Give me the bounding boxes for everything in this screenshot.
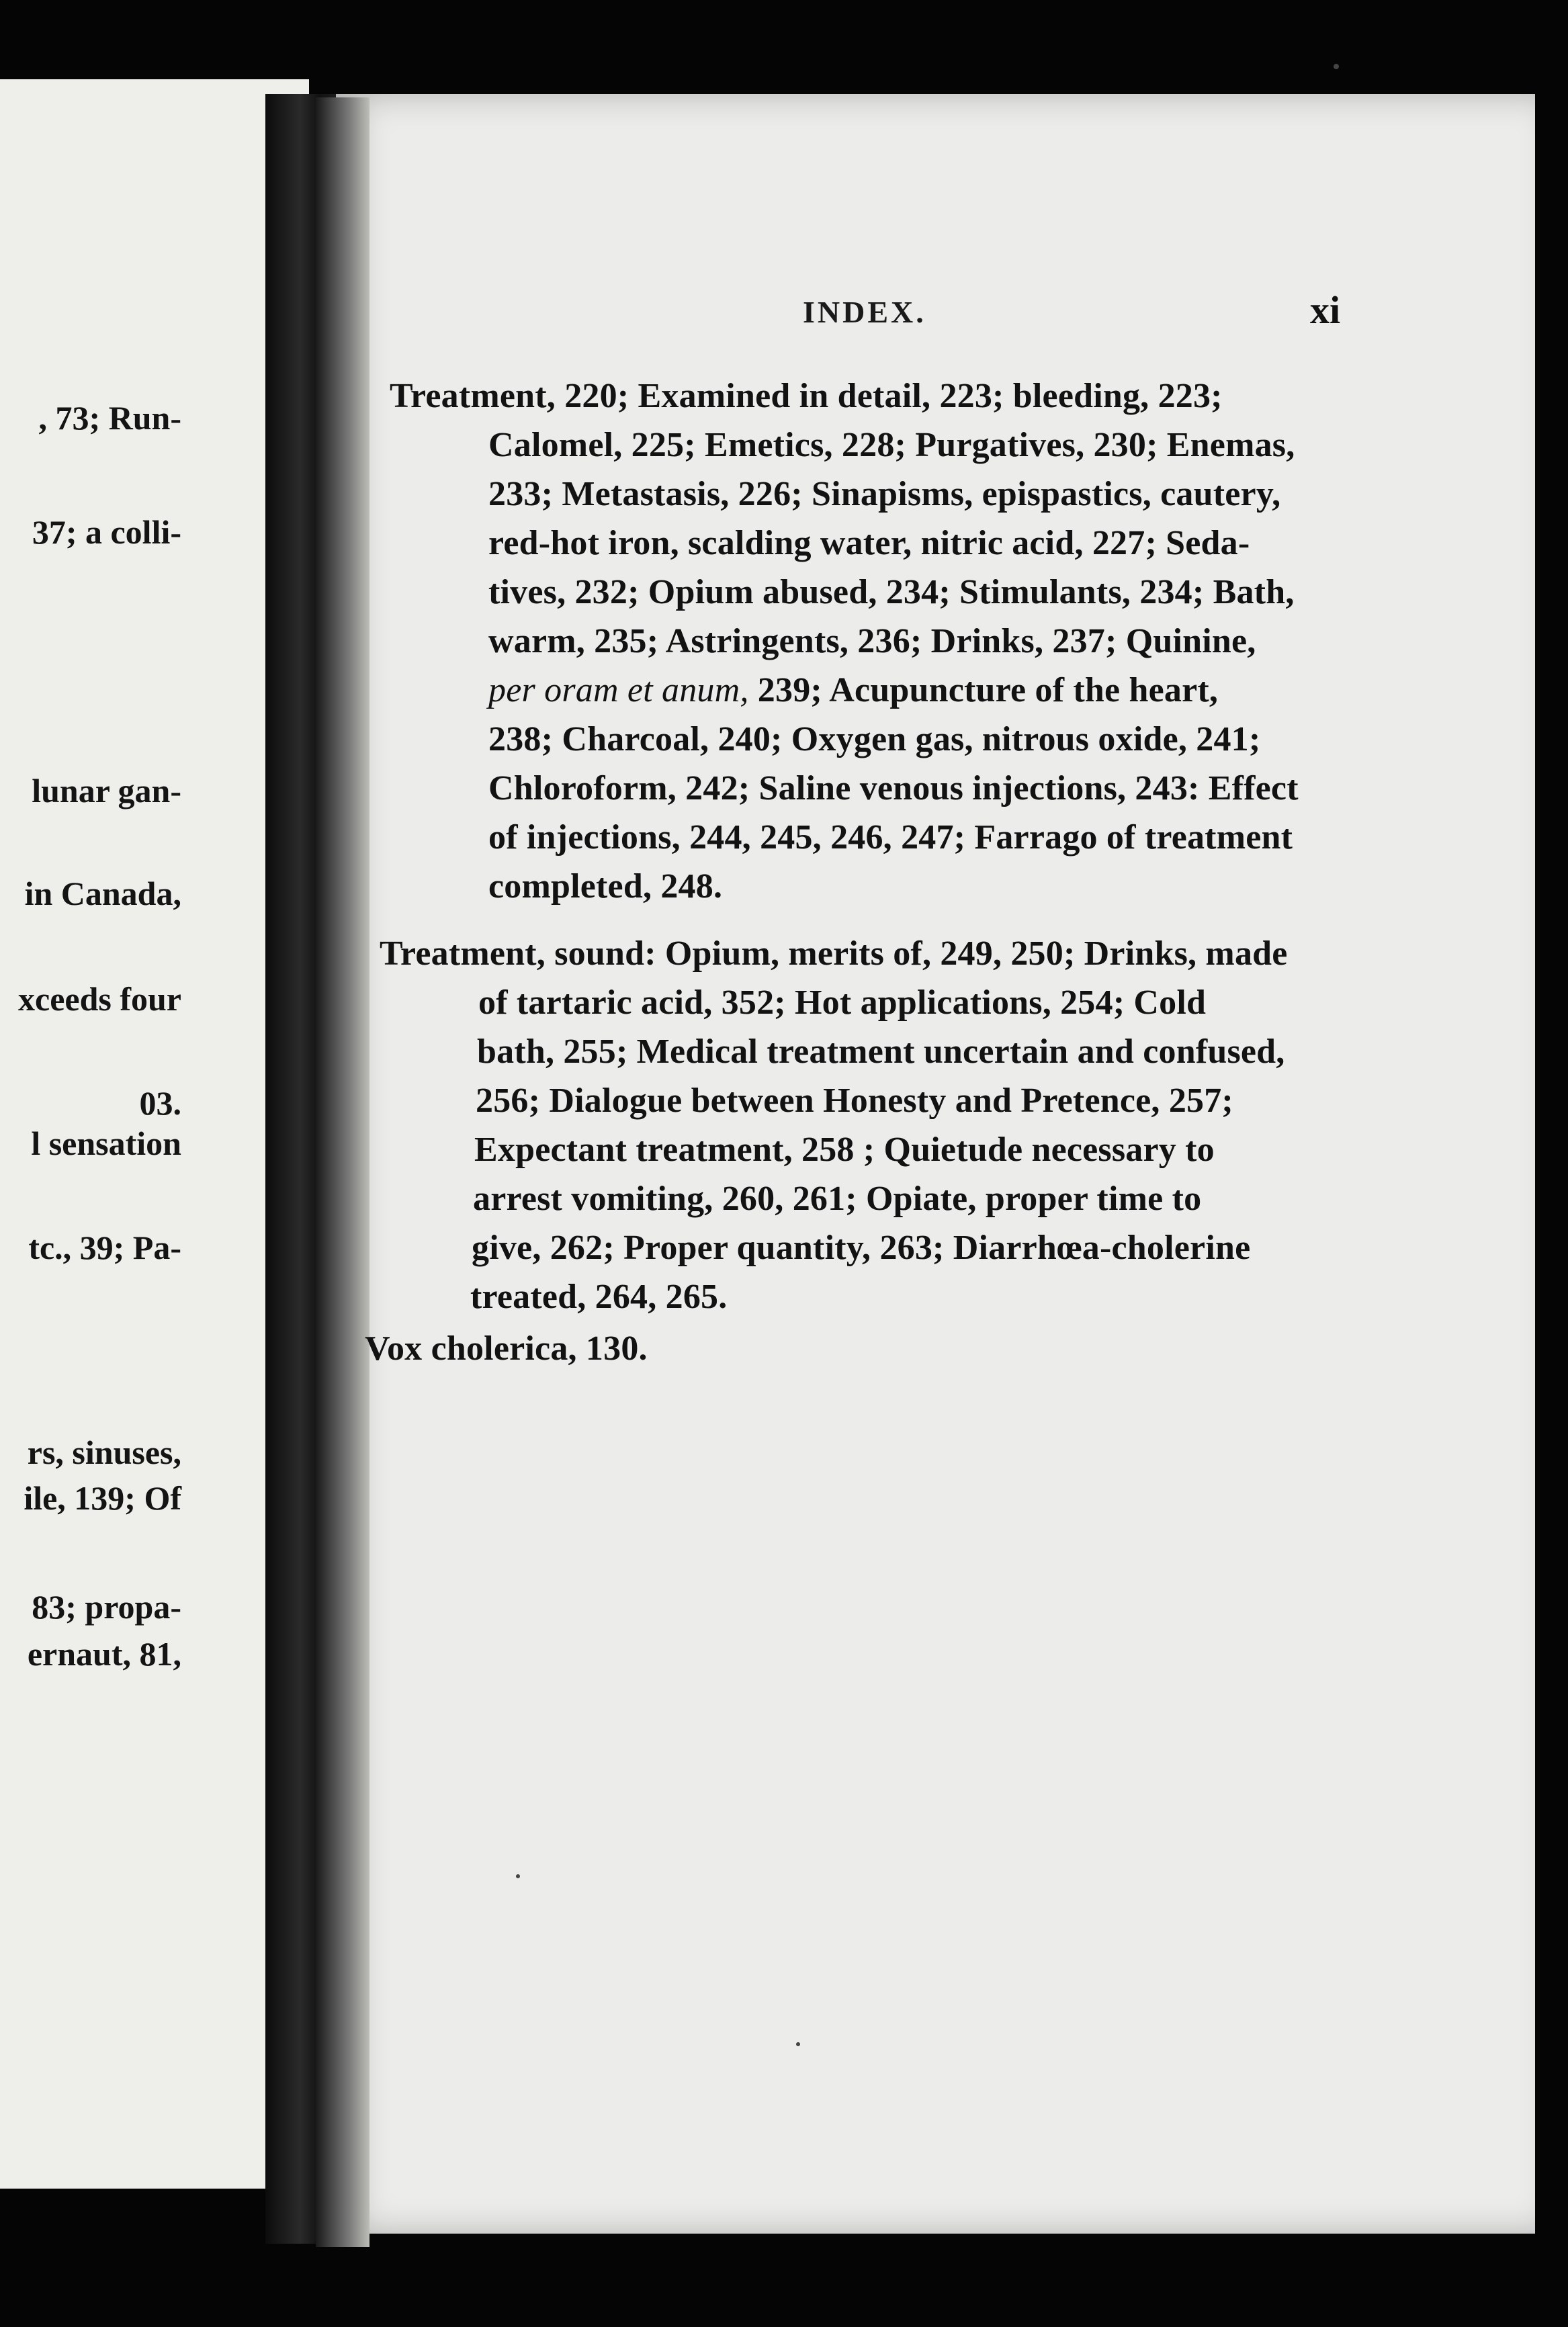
page-edge-shadow xyxy=(316,97,369,2247)
index-entry-line: Vox cholerica, 130. xyxy=(365,1329,648,1368)
index-entry-line: Calomel, 225; Emetics, 228; Purgatives, 230; Enemas, xyxy=(488,426,1295,464)
left-page-fragment: ile, 139; Of xyxy=(24,1479,181,1517)
left-page-fragment: , 73; Run- xyxy=(38,399,181,437)
index-entry-text: 239; Acupuncture of the heart, xyxy=(748,671,1219,709)
running-head: INDEX. xyxy=(803,295,926,329)
index-entry-line: of tartaric acid, 352; Hot applications, 254; Cold xyxy=(478,983,1207,1022)
index-entry-line: 238; Charcoal, 240; Oxygen gas, nitrous oxide, 241; xyxy=(488,720,1261,758)
left-page-fragment: 37; a colli- xyxy=(32,513,181,551)
index-entry-line: completed, 248. xyxy=(488,867,723,906)
scan-speck xyxy=(1334,64,1339,69)
index-entry-line: warm, 235; Astringents, 236; Drinks, 237; Quinine, xyxy=(488,622,1256,660)
index-entry-line: red-hot iron, scalding water, nitric acid, 227; Seda- xyxy=(488,524,1250,562)
scan-speck xyxy=(796,2042,800,2046)
index-entry-line: Treatment, 220; Examined in detail, 223; bleeding, 223; xyxy=(390,377,1223,415)
index-entry-line: 233; Metastasis, 226; Sinapisms, epispastics, cautery, xyxy=(488,475,1281,513)
index-entry-line: tives, 232; Opium abused, 234; Stimulants, 234; Bath, xyxy=(488,573,1295,611)
left-page-fragment: lunar gan- xyxy=(32,772,181,809)
index-entry-line: Treatment, sound: Opium, merits of, 249, 250; Drinks, made xyxy=(380,934,1288,973)
index-entry-line: give, 262; Proper quantity, 263; Diarrhœa-cholerine xyxy=(472,1229,1251,1267)
left-page-fragment: in Canada, xyxy=(24,875,181,912)
index-entry-line: 256; Dialogue between Honesty and Pretence, 257; xyxy=(476,1082,1233,1120)
index-entry-line: Expectant treatment, 258 ; Quietude necessary to xyxy=(474,1131,1215,1169)
index-entry-line: of injections, 244, 245, 246, 247; Farrago of treatment xyxy=(488,818,1293,857)
scan-speck xyxy=(516,1874,520,1878)
left-page-fragment: 03. xyxy=(139,1084,181,1122)
latin-phrase: per oram et anum, xyxy=(488,671,749,709)
left-page-fragment: l sensation xyxy=(31,1125,181,1162)
index-entry-line: arrest vomiting, 260, 261; Opiate, proper time to xyxy=(473,1180,1202,1218)
index-entry-line xyxy=(488,670,1218,710)
index-entry-line: Chloroform, 242; Saline venous injections, 243: Effect xyxy=(488,769,1299,807)
left-page-fragment: xceeds four xyxy=(18,980,181,1018)
left-facing-page xyxy=(0,79,309,2189)
left-page-fragment: rs, sinuses, xyxy=(27,1434,181,1471)
index-entry-line: treated, 264, 265. xyxy=(470,1278,728,1316)
index-entry-line: bath, 255; Medical treatment uncertain and confused, xyxy=(477,1033,1285,1071)
left-page-fragment: 83; propa- xyxy=(32,1588,181,1626)
left-page-fragment: ernaut, 81, xyxy=(27,1635,181,1673)
left-page-fragment: tc., 39; Pa- xyxy=(28,1229,181,1266)
page-number: xi xyxy=(1310,288,1341,332)
